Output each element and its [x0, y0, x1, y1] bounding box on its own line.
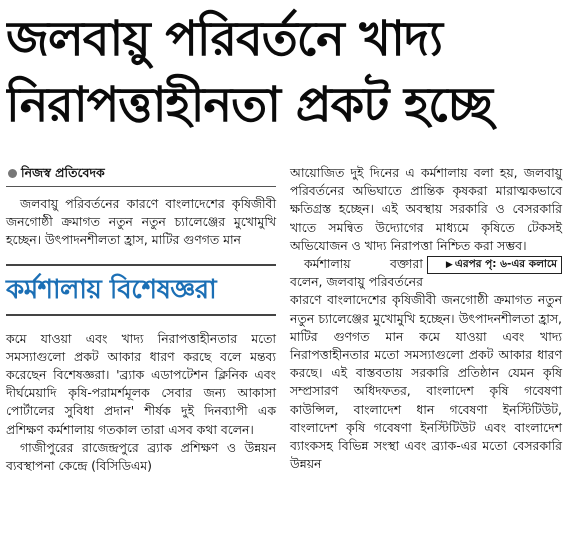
subhead: কর্মশালায় বিশেষজ্ঞরা: [6, 274, 217, 305]
continued-label: এরপর পৃ: ৬-এর কলামে: [454, 258, 557, 271]
byline-text: নিজস্ব প্রতিবেদক: [21, 165, 105, 180]
intro-paragraph: জলবায়ু পরিবর্তনের কারণে বাংলাদেশের কৃষিজীবী জনগোষ্ঠী ক্রমাগত নতুন নতুন চ্যালেঞ্জের মুখোমুখি হচ্ছেন। উৎপাদনশীলতা হ্রাস, মাটির গুণগত মান: [6, 196, 276, 248]
bullet-icon: [8, 169, 17, 178]
headline-line-1: জলবায়ু পরিবর্তনে খাদ্য: [6, 11, 443, 67]
right-paragraph-2-text: কর্মশালায় বক্তারা বলেন, জলবায়ু পরিবর্তনের কারণে বাংলাদেশের কৃষিজীবী জনগোষ্ঠী ক্রমাগত নতুন নতুন চ্যালেঞ্জের মুখোমুখি হচ্ছেন। উৎপাদনশীলতা হ্রাস, মাটির গুণগত মান কমে যাওয়া এবং খাদ্য নিরাপত্তাহীনতার মতো সমস্যাগুলো প্রকট আকার ধারণ করছে। এই বাস্তবতায় সরকারি প্রতিষ্ঠান যেমন কৃষি সম্প্রসারণ অধিদফতর, বাংলাদেশ কৃষি গবেষণা কাউন্সিল, বাংলাদেশ ধান গবেষণা ইনস্টিটিউট, বাংলাদেশ কৃষি গবেষণা ইনস্টিটিউট এবং বাংলাদেশ ব্যাংকসহ বিভিন্ন সংস্থা এবং ব্র্যাক-এর মতো বেসরকারি উন্নয়ন: [290, 256, 562, 472]
right-paragraph-2: [290, 255, 562, 473]
headline: [6, 6, 563, 138]
left-paragraph-1: কমে যাওয়া এবং খাদ্য নিরাপত্তাহীনতার মতো সমস্যাগুলো প্রকট আকার ধারণ করছে বলে মন্তব্য করেছেন বিশেষজ্ঞরা। 'ব্র্যাক এডাপটেশন ক্লিনিক এবং দীর্ঘমেয়াদি কৃষি-পরামর্শমূলক সেবার জন্য আকাসা পোর্টালের সুবিধা প্রদান' শীর্ষক দুই দিনব্যাপী এক প্রশিক্ষণ কর্মশালায় গতকাল তারা এসব কথা বলেন।: [6, 330, 276, 437]
headline-line-2: নিরাপত্তাহীনতা প্রকট হচ্ছে: [6, 77, 493, 133]
left-column: [6, 164, 276, 475]
continued-box[interactable]: [427, 256, 562, 274]
byline: [6, 164, 276, 187]
left-paragraph-2: গাজীপুরের রাজেন্দ্রপুরে ব্র্যাক প্রশিক্ষণ ও উন্নয়ন ব্যবস্থাপনা কেন্দ্রে (বিসিডিএম): [6, 439, 276, 474]
right-column: [290, 164, 562, 473]
right-paragraph-1: আয়োজিত দুই দিনের এ কর্মশালায় বলা হয়, জলবায়ু পরিবর্তনের অভিঘাতে প্রান্তিক কৃষকরা মারাত্মকভাবে ক্ষতিগ্রস্ত হচ্ছেন। এই অবস্থায় সরকারি ও বেসরকারি খাতে সমন্বিত উদ্যোগের মাধ্যমে কৃষিতে টেকসই অভিযোজন ও খাদ্য নিরাপত্তা নিশ্চিত করা সম্ভব।: [290, 165, 562, 253]
subhead-box: [6, 264, 276, 316]
triangle-icon: ▶: [445, 260, 453, 271]
